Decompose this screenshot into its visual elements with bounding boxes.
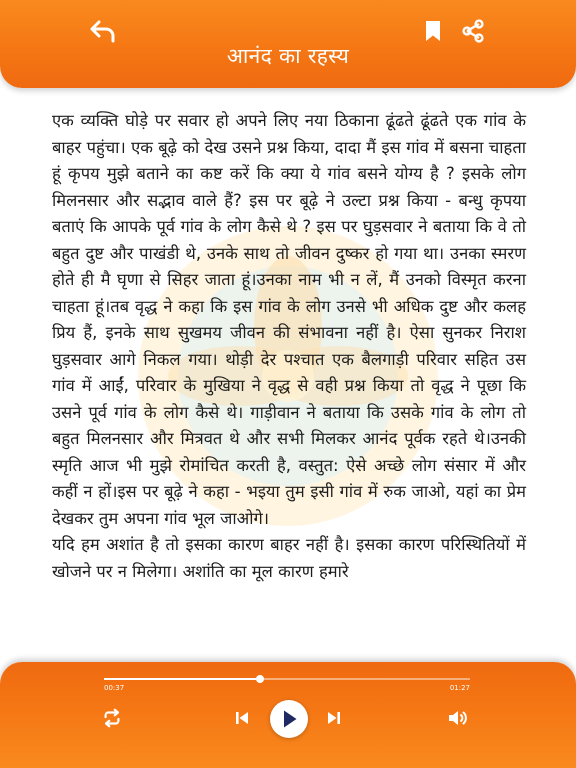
play-button[interactable] (270, 700, 308, 738)
elapsed-time: 00:37 (104, 684, 125, 692)
next-button[interactable] (324, 708, 344, 728)
article-paragraph: यदि हम अशांत है तो इसका कारण बाहर नहीं है। इसका कारण परिस्थितियों में खोजने पर न मिलेगा। अशांति का मूल कारण हमारे (52, 535, 526, 581)
seek-bar-fill (104, 678, 260, 680)
back-arrow-icon (88, 18, 118, 44)
article-body (52, 108, 526, 585)
audio-player-bar (0, 662, 576, 768)
volume-button[interactable] (446, 708, 470, 728)
seek-bar-thumb[interactable] (256, 675, 264, 683)
repeat-icon (101, 707, 123, 729)
article-paragraph: एक व्यक्ति घोड़े पर सवार हो अपने लिए नया ठिकाना ढूंढते ढूंढते एक गांव के बाहर पहुंचा। एक बूढ़े को देख उसने प्रश्न किया, दादा मैं इस गांव में बसना चाहता हूं कृपय मुझे बताने का कष्ट करें कि क्या ये गांव बसने योग्य है ? इसके लोग मिलनसार और सद्भाव वाले हैं? इस पर बूढ़े ने उल्टा प्रश्न किया - बन्धु कृपया बताएं कि आपके पूर्व गांव के लोग कैसे थे ? इस पर घुड़सवार ने बताया कि वे तो बहुत दुष्ट और पाखंडी थे, उनके साथ तो जीवन दुष्कर हो गया था। उनका स्मरण होते ही मै घृणा से सिहर जाता हूं।उनका नाम भी न लें, मैं उनको विस्मृत करना चाहता हूं।तब वृद्ध ने कहा कि इस गांव के लोग उनसे भी अधिक दुष्ट और कलह प्रिय हैं, इनके साथ सुखमय जीवन की संभावना नहीं है। ऐसा सुनकर निराश घुड़सवार आगे निकल गया। थोड़ी देर पश्चात एक बैलगाड़ी परिवार सहित उस गांव में आईं, परिवार के मुखिया ने वृद्ध से वही प्रश्न किया तो वृद्ध ने पूछा कि उसने पूर्व गांव के लोग कैसे थे। गाड़ीवान ने बताया कि उसके गांव के लोग तो बहुत मिलनसार और मित्रवत थे और सभी मिलकर आनंद पूर्वक रहते थे।उनकी स्मृति आज भी मुझे रोमांचित करती है, वस्तुत: ऐसे अच्छे लोग संसार में और कहीं न हों।इस पर बूढ़े ने कहा - भइया तुम इसी गांव में रुक जाओ, यहां का प्रेम देखकर तुम अपना गांव भूल जाओगे। (52, 111, 526, 528)
bookmark-icon (424, 20, 442, 42)
top-app-bar (0, 0, 576, 88)
page-title: आनंद का रहस्य (226, 44, 350, 68)
share-icon (461, 19, 485, 43)
play-icon (280, 709, 298, 729)
skip-next-icon (326, 710, 342, 726)
previous-button[interactable] (232, 708, 252, 728)
total-time: 01:27 (449, 684, 470, 692)
seek-bar[interactable] (104, 678, 470, 680)
repeat-button[interactable] (100, 706, 124, 730)
article-scroll-area[interactable] (0, 88, 576, 663)
skip-previous-icon (234, 710, 250, 726)
volume-icon (447, 709, 469, 727)
